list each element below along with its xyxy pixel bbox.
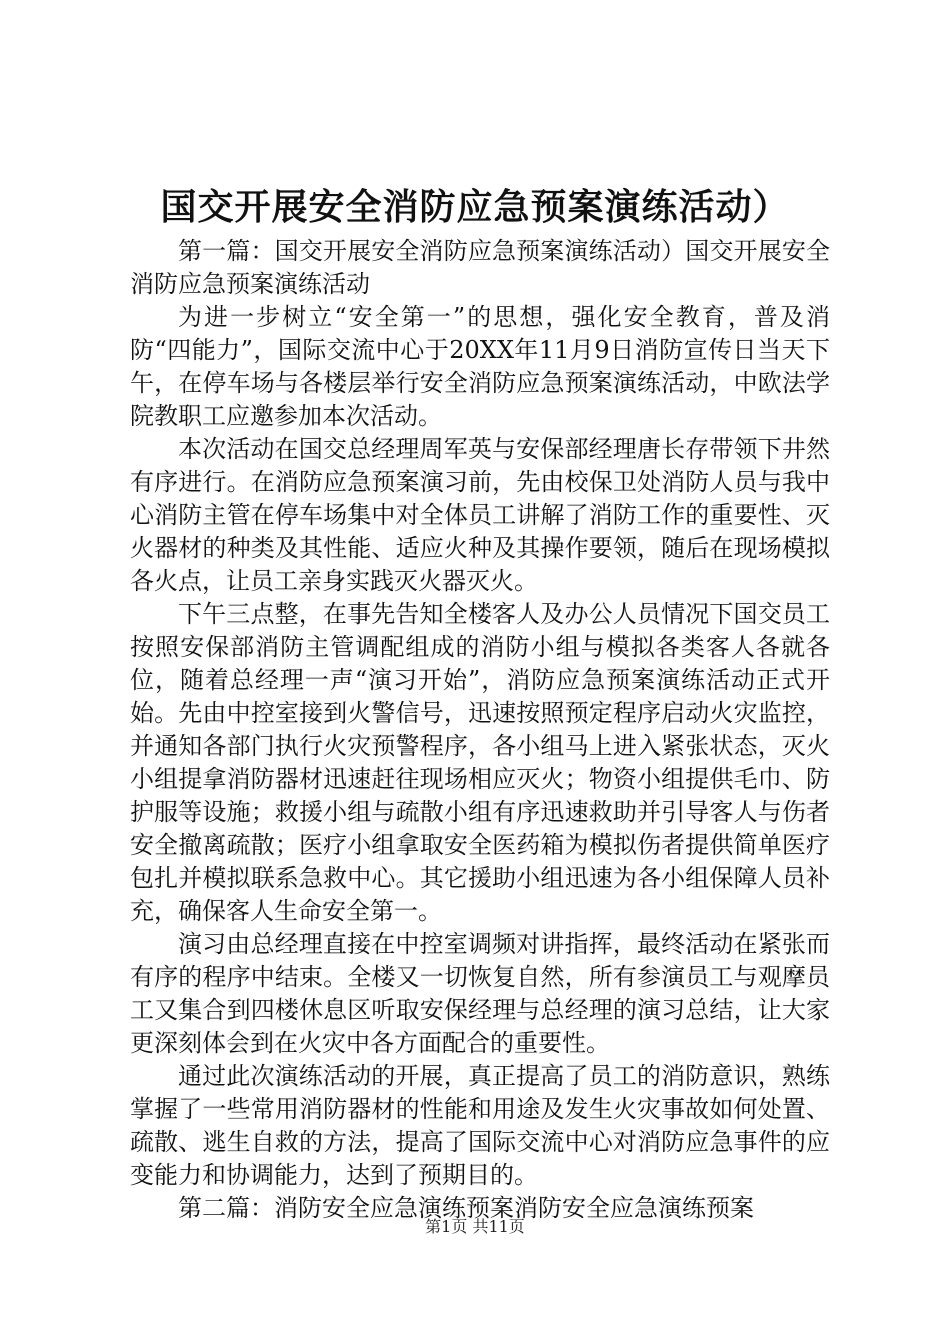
paragraph-1: 第一篇：国交开展安全消防应急预案演练活动）国交开展安全消防应急预案演练活动 xyxy=(130,237,830,298)
document-title: 国交开展安全消防应急预案演练活动） xyxy=(160,187,790,228)
paragraph-2: 为进一步树立“安全第一”的思想，强化安全教育，普及消防“四能力”，国际交流中心于20XX年11月9日消防宣传日当天下午，在停车场与各楼层举行安全消防应急预案演练活动，中欧法学院教职工应邀参加本次活动。 xyxy=(130,303,830,430)
paragraph-3: 本次活动在国交总经理周军英与安保部经理唐长存带领下井然有序进行。在消防应急预案演习前，先由校保卫处消防人员与我中心消防主管在停车场集中对全体员工讲解了消防工作的重要性、灭火器材的种类及其性能、适应火种及其操作要领，随后在现场模拟各火点，让员工亲身实践灭火器灭火。 xyxy=(130,435,830,595)
paragraph-4: 下午三点整，在事先告知全楼客人及办公人员情况下国交员工按照安保部消防主管调配组成的消防小组与模拟各类客人各就各位，随着总经理一声“演习开始”，消防应急预案演练活动正式开始。先由中控室接到火警信号，迅速按照预定程序启动火灾监控，并通知各部门执行火灾预警程序，各小组马上进入紧张状态，灭火小组提拿消防器材迅速赶往现场相应灭火；物资小组提供毛巾、防护服等设施；救援小组与疏散小组有序迅速救助并引导客人与伤者安全撤离疏散；医疗小组拿取安全医药箱为模拟伤者提供简单医疗包扎并模拟联系急救中心。其它援助小组迅速为各小组保障人员补充，确保客人生命安全第一。 xyxy=(130,600,830,925)
page-number-footer: 第1页 共11页 xyxy=(425,1217,525,1236)
paragraph-7: 第二篇：消防安全应急演练预案消防安全应急演练预案 xyxy=(178,1194,754,1222)
document-body xyxy=(130,235,830,1225)
paragraph-6: 通过此次演练活动的开展，真正提高了员工的消防意识，熟练掌握了一些常用消防器材的性能和用途及发生火灾事故如何处置、疏散、逃生自救的方法，提高了国际交流中心对消防应急事件的应变能力和协调能力，达到了预期目的。 xyxy=(130,1062,830,1189)
paragraph-5: 演习由总经理直接在中控室调频对讲指挥，最终活动在紧张而有序的程序中结束。全楼又一切恢复自然，所有参演员工与观摩员工又集合到四楼休息区听取安保经理与总经理的演习总结，让大家更深刻体会到在火灾中各方面配合的重要性。 xyxy=(130,930,830,1057)
